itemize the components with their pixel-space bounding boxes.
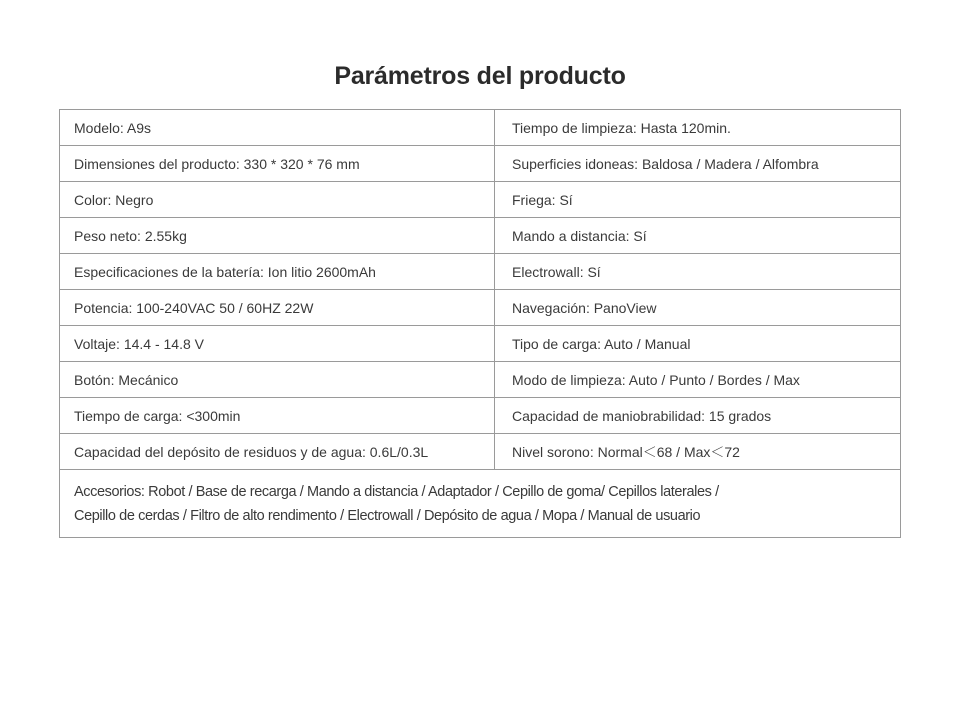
page-title: Parámetros del producto: [334, 62, 626, 90]
spec-cell-right: Superficies idoneas: Baldosa / Madera / Alfombra: [495, 146, 901, 182]
spec-cell-right: Electrowall: Sí: [495, 254, 901, 290]
spec-cell-left: Color: Negro: [60, 182, 495, 218]
accessories-cell: [60, 470, 901, 538]
spec-cell-left: Tiempo de carga: <300min: [60, 398, 495, 434]
spec-cell-right: Navegación: PanoView: [495, 290, 901, 326]
table-row: [60, 254, 901, 290]
spec-table: [59, 109, 901, 538]
spec-cell-right: Tipo de carga: Auto / Manual: [495, 326, 901, 362]
table-row: [60, 434, 901, 470]
table-row: [60, 182, 901, 218]
spec-cell-left: Peso neto: 2.55kg: [60, 218, 495, 254]
table-row: [60, 110, 901, 146]
spec-cell-right: Nivel sorono: Normal＜68 / Max＜72: [495, 434, 901, 470]
spec-cell-left: Botón: Mecánico: [60, 362, 495, 398]
accessories-line: Cepillo de cerdas / Filtro de alto rendimento / Electrowall / Depósito de agua / Mopa / Manual de usuario: [74, 507, 701, 524]
spec-cell-right: Friega: Sí: [495, 182, 901, 218]
spec-cell-left: Potencia: 100-240VAC 50 / 60HZ 22W: [60, 290, 495, 326]
spec-cell-right: Modo de limpieza: Auto / Punto / Bordes / Max: [495, 362, 901, 398]
spec-cell-right: Capacidad de maniobrabilidad: 15 grados: [495, 398, 901, 434]
spec-cell-left: Modelo: A9s: [60, 110, 495, 146]
spec-cell-right: Mando a distancia: Sí: [495, 218, 901, 254]
spec-cell-left: Dimensiones del producto: 330 * 320 * 76 mm: [60, 146, 495, 182]
table-row: [60, 326, 901, 362]
accessories-row: [60, 470, 901, 538]
table-row: [60, 290, 901, 326]
spec-cell-left: Especificaciones de la batería: Ion litio 2600mAh: [60, 254, 495, 290]
spec-cell-left: Capacidad del depósito de residuos y de agua: 0.6L/0.3L: [60, 434, 495, 470]
table-row: [60, 362, 901, 398]
table-row: [60, 218, 901, 254]
table-row: [60, 398, 901, 434]
spec-cell-left: Voltaje: 14.4 - 14.8 V: [60, 326, 495, 362]
table-row: [60, 146, 901, 182]
spec-cell-right: Tiempo de limpieza: Hasta 120min.: [495, 110, 901, 146]
accessories-line: Accesorios: Robot / Base de recarga / Mando a distancia / Adaptador / Cepillo de goma/ Cepillos laterales /: [74, 483, 719, 500]
